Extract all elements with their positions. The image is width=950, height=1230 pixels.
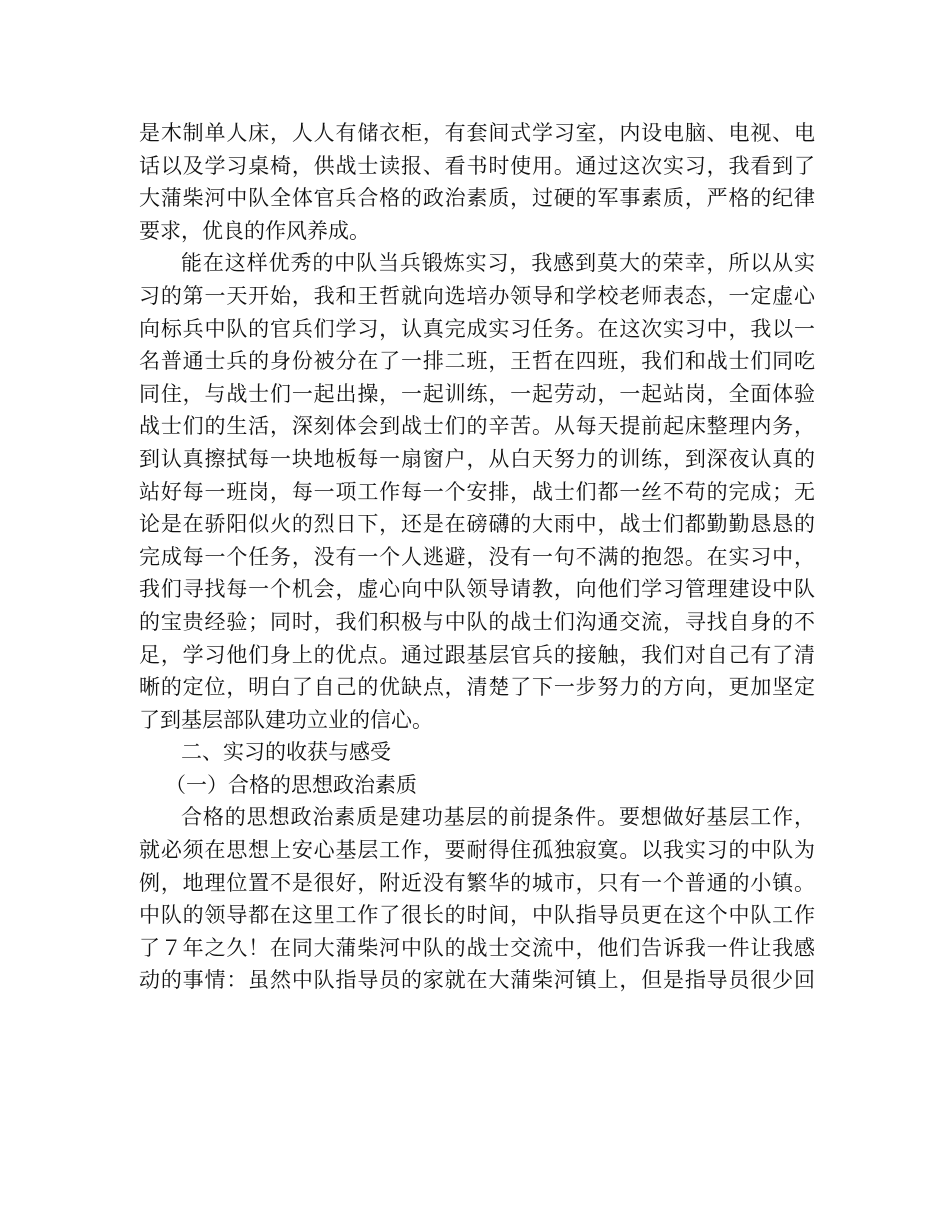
text-line: 晰的定位，明白了自己的优缺点，清楚了下一步努力的方向，更加坚定 (139, 675, 815, 700)
text-line: 中队的领导都在这里工作了很长的时间，中队指导员更在这个中队工作 (139, 903, 815, 928)
text-line: 是木制单人床，人人有储衣柜，有套间式学习室，内设电脑、电视、电 (139, 121, 815, 145)
text-line: 就必须在思想上安心基层工作，要耐得住孤独寂寞。以我实习的中队为 (139, 838, 815, 863)
text-line: 同住，与战士们一起出操，一起训练，一起劳动，一起站岗，全面体验 (139, 381, 815, 406)
text-line: 的宝贵经验；同时，我们积极与中队的战士们沟通交流，寻找自身的不 (139, 609, 815, 634)
text-line: 习的第一天开始，我和王哲就向选培办领导和学校老师表态，一定虚心 (139, 283, 815, 308)
document-body (139, 117, 815, 997)
text-line: 足，学习他们身上的优点。通过跟基层官兵的接触，我们对自己有了清 (139, 642, 815, 667)
paragraph-start-line: 能在这样优秀的中队当兵锻炼实习，我感到莫大的荣幸，所以从实 (181, 251, 815, 276)
text-line: 例，地理位置不是很好，附近没有繁华的城市，只有一个普通的小镇。 (139, 870, 815, 895)
text-line: 站好每一班岗，每一项工作每一个安排，战士们都一丝不苟的完成；无 (139, 479, 815, 504)
text-line: 战士们的生活，深刻体会到战士们的辛苦。从每天提前起床整理内务， (139, 414, 815, 439)
text-line: 动的事情：虽然中队指导员的家就在大蒲柴河镇上，但是指导员很少回 (139, 968, 815, 993)
text-line: 向标兵中队的官兵们学习，认真完成实习任务。在这次实习中，我以一 (139, 316, 815, 341)
text-line: 论是在骄阳似火的烈日下，还是在磅礴的大雨中，战士们都勤勤恳恳的 (139, 512, 815, 537)
text-line: 到认真擦拭每一块地板每一扇窗户，从白天努力的训练，到深夜认真的 (139, 446, 815, 471)
section-heading: 二、实习的收获与感受 (181, 740, 391, 765)
text-line: 我们寻找每一个机会，虚心向中队领导请教，向他们学习管理建设中队 (139, 577, 815, 602)
text-line: 了到基层部队建功立业的信心。 (139, 707, 433, 732)
text-line: 话以及学习桌椅，供战士读报、看书时使用。通过这次实习，我看到了 (139, 153, 815, 178)
text-line: 要求，优良的作风养成。 (139, 218, 370, 243)
paragraph-start-line: 合格的思想政治素质是建功基层的前提条件。要想做好基层工作， (181, 805, 815, 830)
text-line: 大蒲柴河中队全体官兵合格的政治素质，过硬的军事素质，严格的纪律 (139, 186, 815, 211)
text-line: 完成每一个任务，没有一个人逃避，没有一句不满的抱怨。在实习中， (139, 544, 815, 569)
text-line: 名普通士兵的身份被分在了一排二班，王哲在四班，我们和战士们同吃 (139, 349, 815, 374)
subsection-heading: （一）合格的思想政治素质 (165, 772, 417, 797)
text-line: 了７年之久！在同大蒲柴河中队的战士交流中，他们告诉我一件让我感 (139, 935, 815, 960)
